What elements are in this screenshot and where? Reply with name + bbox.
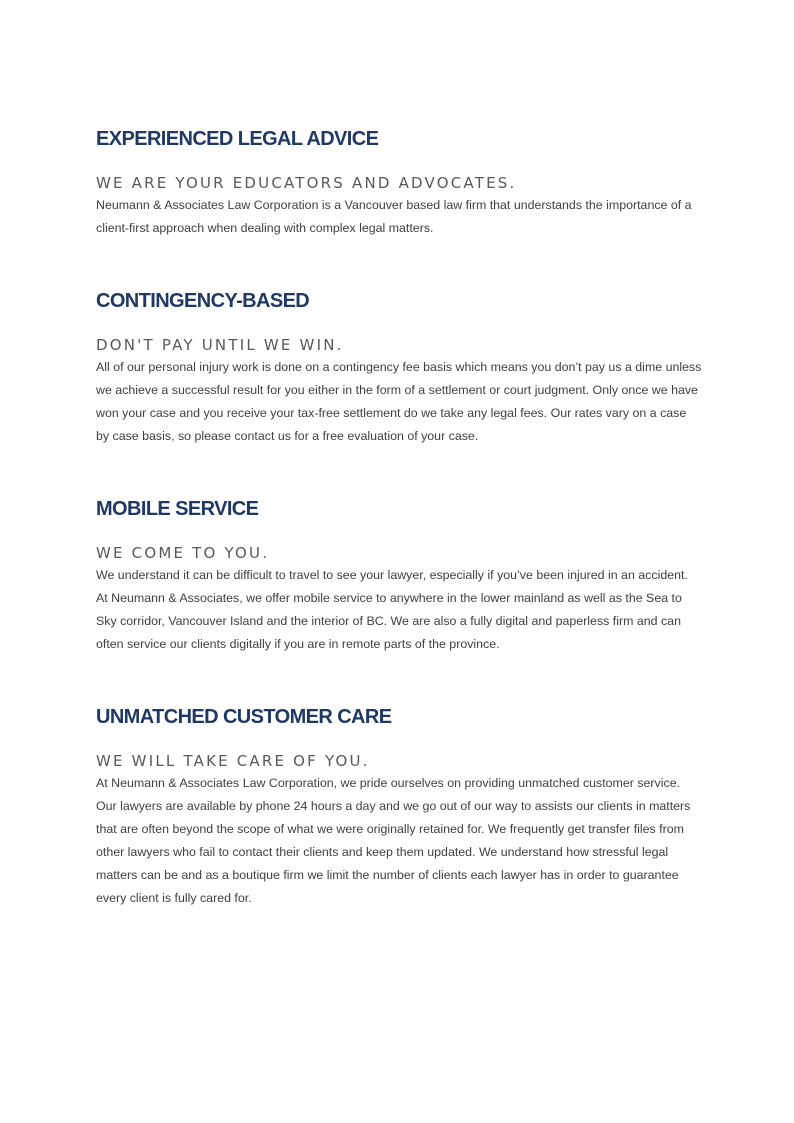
section-subheading: WE COME TO YOU.	[96, 544, 270, 562]
section-subheading: WE WILL TAKE CARE OF YOU.	[96, 752, 370, 770]
section-unmatched-customer-care	[96, 705, 702, 905]
section-subheading: WE ARE YOUR EDUCATORS AND ADVOCATES.	[96, 174, 517, 192]
section-contingency-based	[96, 289, 702, 443]
section-heading: UNMATCHED CUSTOMER CARE	[96, 706, 392, 728]
section-heading: MOBILE SERVICE	[96, 498, 259, 520]
section-heading: EXPERIENCED LEGAL ADVICE	[96, 128, 379, 150]
section-body: Neumann & Associates Law Corporation is a Vancouver based law firm that understands the importance of a client-first approach when dealing with complex legal matters.	[96, 198, 692, 235]
section-body: We understand it can be difficult to travel to see your lawyer, especially if you’ve been injured in an accident. At Neumann & Associates, we offer mobile service to anywhere in the lower mainland as well as the Sea to Sky corridor, Vancouver Island and the interior of BC. We are also a fully digital and paperless firm and can often service our clients digitally if you are in remote parts of the province.	[96, 568, 688, 651]
section-mobile-service	[96, 497, 702, 651]
section-experienced-legal-advice	[96, 127, 702, 235]
section-body: All of our personal injury work is done on a contingency fee basis which means you don’t pay us a dime unless we achieve a successful result for you either in the form of a settlement or court judgment. Only once we have won your case and you receive your tax-free settlement do we take any legal fees. Our rates vary on a case by case basis, so please contact us for a free evaluation of your case.	[96, 360, 702, 443]
section-subheading: DON'T PAY UNTIL WE WIN.	[96, 336, 344, 354]
section-heading: CONTINGENCY-BASED	[96, 290, 310, 312]
section-body: At Neumann & Associates Law Corporation, we pride ourselves on providing unmatched customer service. Our lawyers are available by phone 24 hours a day and we go out of our way to assists our clients in matters that are often beyond the scope of what we were originally retained for. We frequently get transfer files from other lawyers who fail to contact their clients and keep them updated. We understand how stressful legal matters can be and as a boutique firm we limit the number of clients each lawyer has in order to guarantee every client is fully cared for.	[96, 776, 691, 905]
